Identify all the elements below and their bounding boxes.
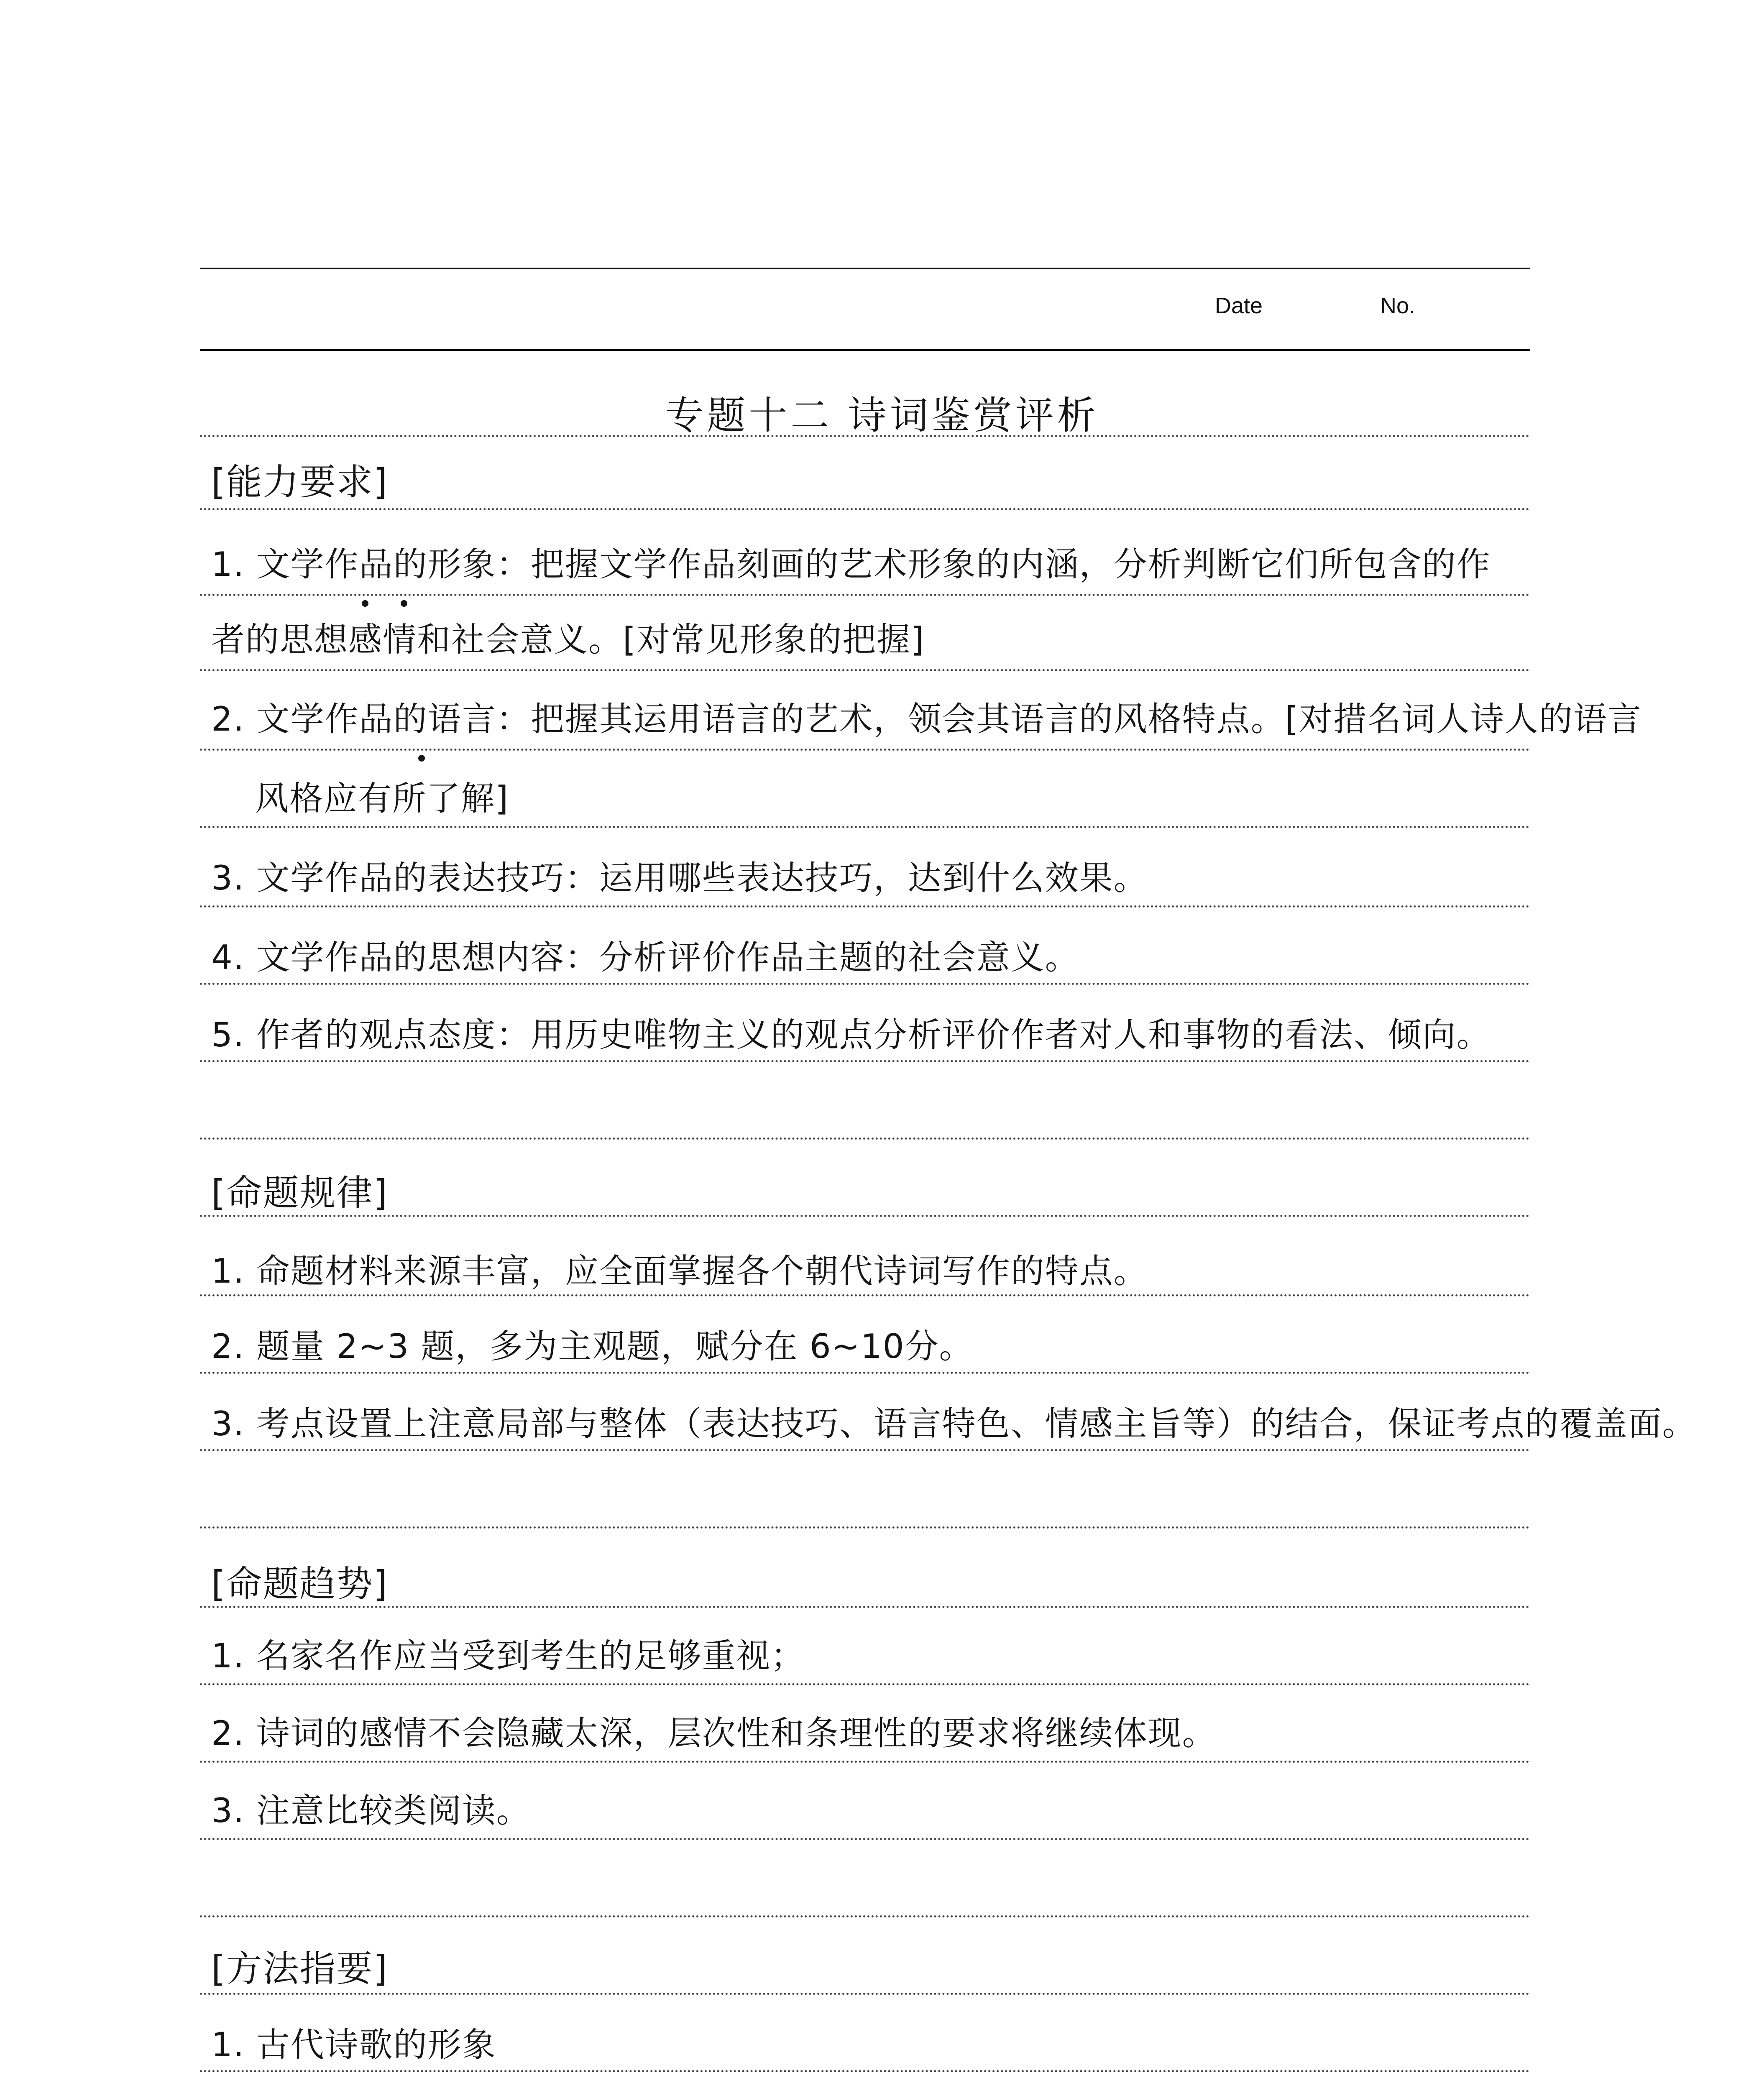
- pattern-line-2: 2. 题量 2~3 题，多为主观题，赋分在 6~10分。: [211, 1327, 974, 1366]
- ruled-line: [200, 1915, 1530, 1917]
- section-heading-method: [方法指要]: [211, 1948, 389, 1990]
- ability-line-6: 4. 文学作品的思想内容：分析评价作品主题的社会意义。: [211, 938, 1079, 977]
- emphasis-dot: [418, 755, 425, 762]
- ruled-line: [200, 1138, 1530, 1140]
- ruled-line: [200, 1060, 1530, 1062]
- header-rule: [200, 349, 1530, 351]
- ruled-line: [200, 826, 1530, 828]
- ruled-line: [200, 749, 1530, 751]
- ruled-line: [200, 905, 1530, 907]
- section-heading-pattern: [命题规律]: [211, 1172, 389, 1214]
- emphasis-dot: [401, 600, 407, 607]
- pattern-line-1: 1. 命题材料来源丰富，应全面掌握各个朝代诗词写作的特点。: [211, 1252, 1148, 1291]
- ruled-line: [200, 1606, 1530, 1608]
- ability-line-5: 3. 文学作品的表达技巧：运用哪些表达技巧，达到什么效果。: [211, 859, 1148, 897]
- ruled-line: [200, 1372, 1530, 1374]
- section-heading-trend: [命题趋势]: [211, 1563, 389, 1605]
- ruled-line: [200, 1683, 1530, 1685]
- emphasis-dot: [362, 600, 368, 607]
- pattern-line-3: 3. 考点设置上注意局部与整体（表达技巧、语言特色、情感主旨等）的结合，保证考点的覆盖面。: [211, 1404, 1697, 1443]
- ability-line-1: 1. 文学作品的形象：把握文学作品刻画的艺术形象的内涵，分析判断它们所包含的作: [211, 545, 1491, 584]
- ability-line-3: 2. 文学作品的语言：把握其运用语言的艺术，领会其语言的风格特点。[对措名词人诗人的语言: [211, 700, 1642, 739]
- ability-line-2: 者的思想感情和社会意义。[对常见形象的把握]: [211, 620, 925, 659]
- ruled-line: [200, 1449, 1530, 1451]
- page-title: 专题十二 诗词鉴赏评析: [665, 393, 1099, 438]
- ability-line-4: 风格应有所了解]: [255, 779, 509, 818]
- number-label: No.: [1380, 293, 1416, 318]
- ruled-line: [200, 1294, 1530, 1296]
- section-heading-ability: [能力要求]: [211, 461, 389, 503]
- ruled-line: [200, 1215, 1530, 1217]
- ruled-line: [200, 1838, 1530, 1840]
- ruled-line: [200, 1761, 1530, 1763]
- ruled-line: [200, 669, 1530, 671]
- date-label: Date: [1215, 293, 1263, 318]
- ruled-line: [200, 2070, 1530, 2072]
- ruled-line: [200, 508, 1530, 510]
- ruled-line: [200, 594, 1530, 596]
- trend-line-3: 3. 注意比较类阅读。: [211, 1791, 531, 1830]
- top-rule: [200, 268, 1530, 269]
- ruled-line: [200, 983, 1530, 985]
- method-subheading: 1. 古代诗歌的形象: [211, 2025, 496, 2064]
- ability-line-7: 5. 作者的观点态度：用历史唯物主义的观点分析评价作者对人和事物的看法、倾向。: [211, 1015, 1491, 1054]
- trend-line-2: 2. 诗词的感情不会隐藏太深，层次性和条理性的要求将继续体现。: [211, 1714, 1217, 1753]
- ruled-line: [200, 1526, 1530, 1529]
- ruled-line: [200, 435, 1530, 437]
- trend-line-1: 1. 名家名作应当受到考生的足够重视；: [211, 1636, 805, 1675]
- ruled-line: [200, 1993, 1530, 1995]
